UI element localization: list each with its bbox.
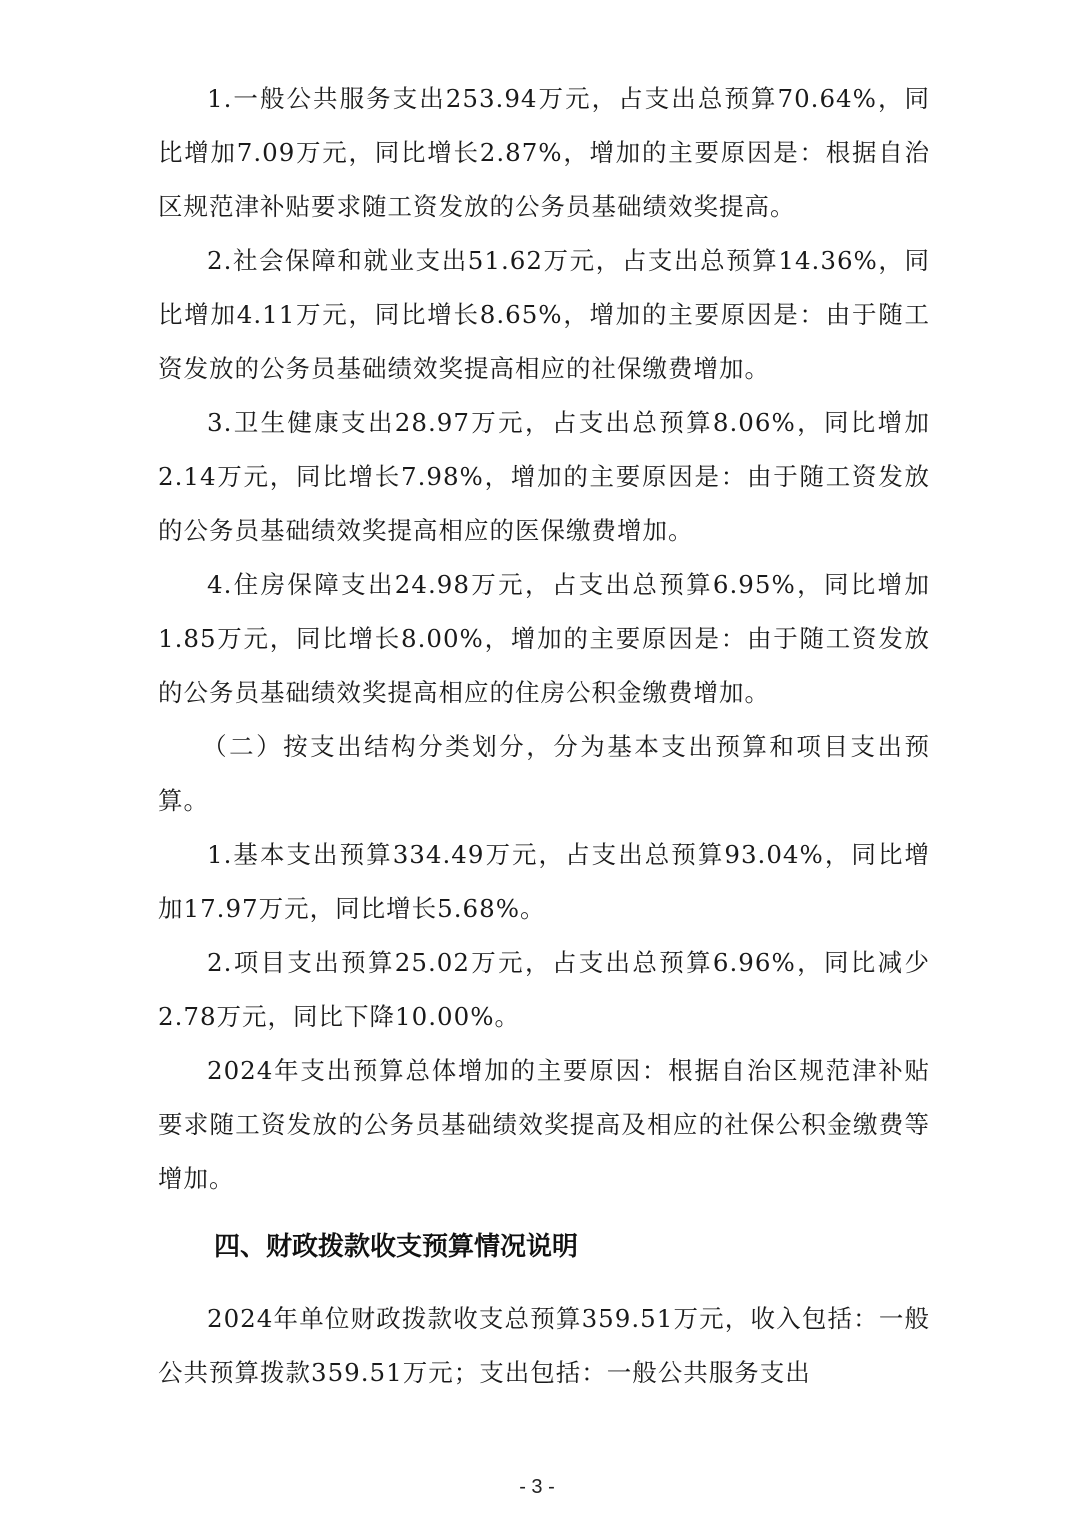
paragraph-project-expenditure: 2.项目支出预算25.02万元，占支出总预算6.96%，同比减少2.78万元，同比下降10.00%。 <box>158 948 930 1031</box>
paragraph-general-public-services: 1.一般公共服务支出253.94万元，占支出总预算70.64%，同比增加7.09万元，同比增长2.87%，增加的主要原因是：根据自治区规范津补贴要求随工资发放的公务员基础绩效奖提高。 <box>158 84 930 221</box>
paragraph-health: 3.卫生健康支出28.97万元，占支出总预算8.06%，同比增加2.14万元，同比增长7.98%，增加的主要原因是：由于随工资发放的公务员基础绩效奖提高相应的医保缴费增加。 <box>158 408 930 545</box>
paragraph-housing: 4.住房保障支出24.98万元，占支出总预算6.95%，同比增加1.85万元，同比增长8.00%，增加的主要原因是：由于随工资发放的公务员基础绩效奖提高相应的住房公积金缴费增加。 <box>158 570 930 707</box>
section-heading: 四、财政拨款收支预算情况说明 <box>214 1232 579 1262</box>
paragraph-structure-classification: （二）按支出结构分类划分，分为基本支出预算和项目支出预算。 <box>158 732 930 815</box>
paragraph-fiscal-appropriation: 2024年单位财政拨款收支总预算359.51万元，收入包括：一般公共预算拨款359.51万元；支出包括：一般公共服务支出 <box>158 1304 930 1387</box>
document-body <box>158 72 930 1400</box>
page-number: - 3 - <box>519 1476 555 1498</box>
paragraph-overall-increase-reason: 2024年支出预算总体增加的主要原因：根据自治区规范津补贴要求随工资发放的公务员基础绩效奖提高及相应的社保公积金缴费等增加。 <box>158 1056 930 1193</box>
paragraph-basic-expenditure: 1.基本支出预算334.49万元，占支出总预算93.04%，同比增加17.97万元，同比增长5.68%。 <box>158 840 930 923</box>
paragraph-social-security: 2.社会保障和就业支出51.62万元，占支出总预算14.36%，同比增加4.11万元，同比增长8.65%，增加的主要原因是：由于随工资发放的公务员基础绩效奖提高相应的社保缴费增加。 <box>158 246 930 383</box>
